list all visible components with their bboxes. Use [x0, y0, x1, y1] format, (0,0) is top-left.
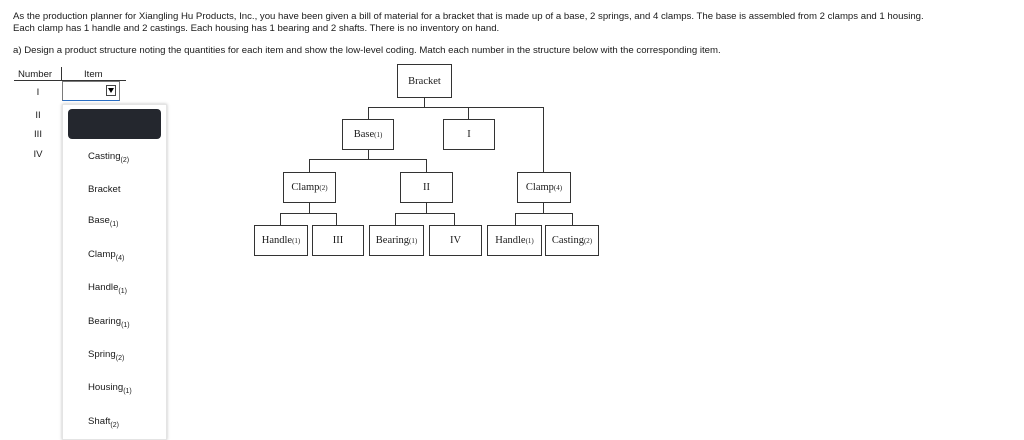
connector [336, 213, 337, 225]
row-number-ii: II [35, 110, 41, 121]
row-number-i: I [36, 87, 40, 98]
number-column-header: Number [18, 69, 53, 80]
connector [368, 107, 544, 108]
connector [543, 107, 544, 172]
connector [280, 213, 281, 225]
connector [454, 213, 455, 225]
row-number-iii: III [34, 129, 42, 140]
connector [368, 150, 369, 159]
option-spring[interactable]: Spring$_{(2)}$ [88, 349, 125, 362]
connector [468, 107, 469, 119]
connector [280, 213, 337, 214]
item-select-row-i[interactable] [62, 81, 120, 101]
option-base[interactable]: Base$_{(1)}$ [88, 215, 119, 228]
tree-node-iv: IV [429, 225, 482, 256]
tree-node-clamp-2: Clamp (2) [283, 172, 336, 203]
connector [309, 159, 427, 160]
connector [426, 203, 427, 213]
row-number-iv: IV [33, 149, 43, 160]
option-shaft[interactable]: Shaft$_{(2)}$ [88, 416, 119, 429]
tree-node-handle-2: Handle (1) [487, 225, 542, 256]
tree-node-i: I [443, 119, 495, 150]
option-casting[interactable]: Casting$_{(2)}$ [88, 151, 130, 164]
question-a: a) Design a product structure noting the quantities for each item and show the low-level coding. Match each number in the structure below with the corresponding item. [13, 45, 721, 56]
tree-node-handle: Handle (1) [254, 225, 308, 256]
connector [309, 203, 310, 213]
tree-node-bracket: Bracket [397, 64, 452, 98]
option-housing[interactable]: Housing$_{(1)}$ [88, 382, 132, 395]
connector [395, 213, 455, 214]
connector [515, 213, 573, 214]
option-clamp[interactable]: Clamp$_{(4)}$ [88, 249, 125, 262]
tree-node-casting: Casting (2) [545, 225, 599, 256]
dropdown-arrow-icon[interactable] [106, 85, 116, 96]
dropdown-highlighted-option[interactable] [68, 109, 161, 139]
option-bracket[interactable]: Bracket [88, 184, 121, 195]
tree-node-base: Base (1) [342, 119, 394, 150]
connector [543, 203, 544, 213]
option-handle[interactable]: Handle$_{(1)}$ [88, 282, 127, 295]
tree-node-clamp-4: Clamp (4) [517, 172, 571, 203]
problem-line-2: Each clamp has 1 handle and 2 castings. Each housing has 1 bearing and 2 shafts. There is no inventory on hand. [13, 23, 500, 34]
connector [395, 213, 396, 225]
problem-line-1: As the production planner for Xiangling Hu Products, Inc., you have been given a bill of material for a bracket that is made up of a base, 2 springs, and 4 clamps. The base is assembled from 2 clamps and 1 housing. [13, 11, 924, 22]
connector [426, 159, 427, 172]
header-divider [61, 67, 62, 81]
connector [309, 159, 310, 172]
tree-node-bearing: Bearing (1) [369, 225, 424, 256]
connector [368, 107, 369, 119]
connector [572, 213, 573, 225]
tree-node-iii: III [312, 225, 364, 256]
tree-node-ii: II [400, 172, 453, 203]
problem-statement [13, 11, 1013, 35]
item-column-header: Item [84, 69, 103, 80]
connector [424, 98, 425, 107]
connector [515, 213, 516, 225]
option-bearing[interactable]: Bearing$_{(1)}$ [88, 316, 130, 329]
